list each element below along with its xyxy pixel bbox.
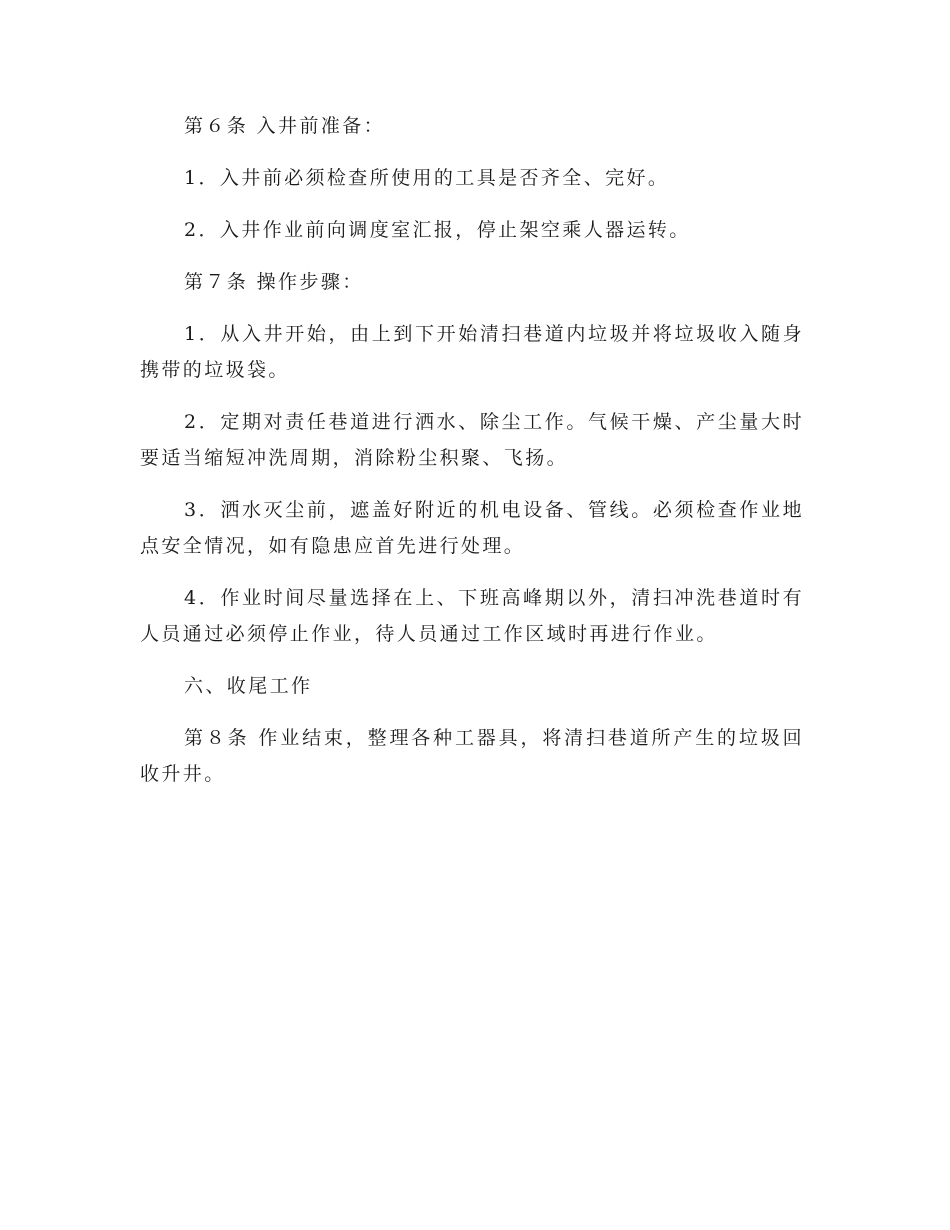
article-7-item-1: 1．从入井开始，由上到下开始清扫巷道内垃圾并将垃圾收入随身携带的垃圾袋。 — [140, 323, 804, 381]
article-6-item-1: 1．入井前必须检查所使用的工具是否齐全、完好。 — [184, 167, 670, 189]
article-6-item-2: 2．入井作业前向调度室汇报，停止架空乘人器运转。 — [184, 219, 691, 241]
article-7-item-3: 3．洒水灭尘前，遮盖好附近的机电设备、管线。必须检查作业地点安全情况，如有隐患应首先进行处理。 — [140, 499, 804, 557]
article-7-item-4: 4．作业时间尽量选择在上、下班高峰期以外，清扫冲洗巷道时有人员通过必须停止作业，待人员通过工作区域时再进行作业。 — [140, 587, 804, 645]
section-6-heading: 六、收尾工作 — [184, 675, 313, 697]
document-body — [140, 108, 804, 808]
article-7-heading: 第７条 操作步骤： — [184, 271, 364, 293]
article-8-text: 第８条 作业结束，整理各种工器具，将清扫巷道所产生的垃圾回收升井。 — [140, 727, 804, 785]
article-7-item-2: 2．定期对责任巷道进行洒水、除尘工作。气候干燥、产尘量大时要适当缩短冲洗周期，消除粉尘积聚、飞扬。 — [140, 411, 804, 469]
article-6-heading: 第６条 入井前准备： — [184, 115, 386, 137]
